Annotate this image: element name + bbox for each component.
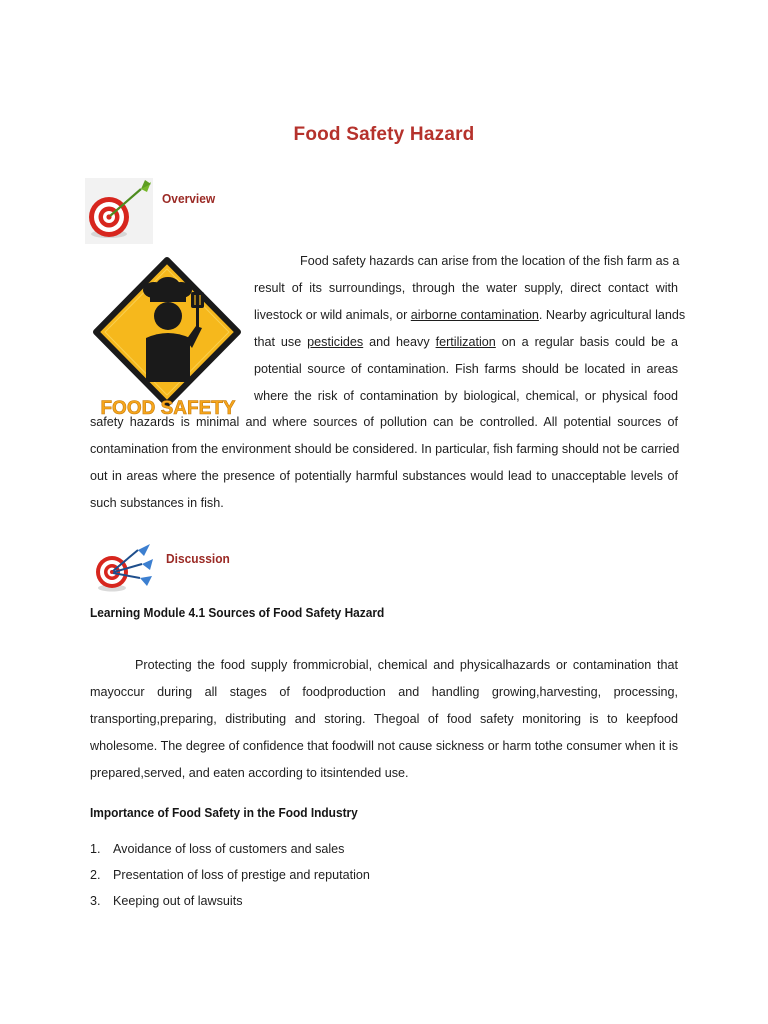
overview-wide-line-2: contamination from the environment should be considered. In particular, fish farming should not be carried	[90, 441, 680, 456]
overview-wide-line-3: out in areas where the presence of potentially harmful substances would lead to unacceptable levels of	[90, 468, 678, 483]
overview-wide-line-1: safety hazards is minimal and where sources of pollution can be controlled. All potential sources of	[90, 415, 678, 429]
overview-wide-line-4: such substances in fish.	[90, 495, 224, 510]
discussion-heading: Discussion	[166, 551, 230, 566]
overview-line-3: livestock or wild animals, or airborne contamination. Nearby agricultural lands	[254, 307, 686, 322]
target-dart-icon	[85, 178, 153, 244]
list-item: 1. Avoidance of loss of customers and sales	[90, 842, 345, 856]
discussion-line-4: wholesome. The degree of confidence that foodwill not cause sickness or harm tothe consumer when it is	[90, 738, 678, 753]
discussion-paragraph	[90, 652, 678, 787]
importance-title: Importance of Food Safety in the Food Industry	[90, 805, 358, 820]
food-safety-logo-text: FOOD SAFETY	[100, 398, 236, 418]
overview-line-5: potential source of contamination. Fish farms should be located in areas	[254, 361, 678, 376]
discussion-line-3: transporting,preparing, distributing and storing. Thegoal of food safety monitoring is to keepfood	[90, 711, 678, 726]
discussion-line-5: prepared,served, and eaten according to itsintended use.	[90, 765, 409, 780]
overview-line-1: Food safety hazards can arise from the location of the fish farm as a	[300, 254, 680, 268]
link-airborne-contamination[interactable]: airborne contamination	[410, 307, 539, 322]
overview-line-4: that use pesticides and heavy fertilization on a regular basis could be a	[254, 334, 679, 349]
overview-line-6: where the risk of contamination by biological, chemical, or physical food	[254, 388, 678, 403]
discussion-line-2: mayoccur during all stages of foodproduction and handling growing,harvesting, processing,	[90, 684, 678, 699]
food-safety-sign-icon	[92, 256, 244, 418]
overview-heading: Overview	[162, 191, 216, 206]
link-pesticides[interactable]: pesticides	[307, 334, 364, 349]
module-title: Learning Module 4.1 Sources of Food Safety Hazard	[90, 605, 385, 620]
overview-paragraph-wrapped	[254, 248, 686, 409]
importance-list	[90, 836, 370, 914]
list-item: 2. Presentation of loss of prestige and reputation	[90, 868, 370, 882]
page-title: Food Safety Hazard	[293, 124, 475, 145]
overview-paragraph-full	[90, 409, 678, 517]
target-darts-icon	[92, 538, 154, 594]
list-item: 3. Keeping out of lawsuits	[90, 894, 243, 908]
discussion-line-1: Protecting the food supply frommicrobial, chemical and physicalhazards or contamination that	[135, 658, 678, 672]
link-fertilization[interactable]: fertilization	[435, 334, 496, 349]
overview-line-2: result of its surroundings, through the water supply, direct contact with	[254, 280, 678, 295]
